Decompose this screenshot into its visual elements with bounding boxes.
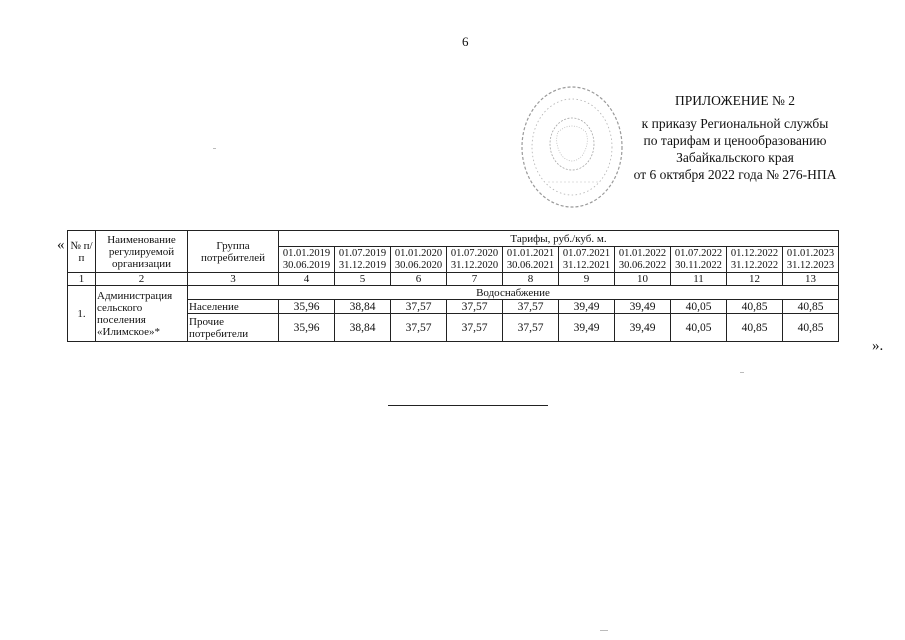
separator-line [388,405,548,406]
opening-quote: « [57,237,65,253]
tariff-value: 39,49 [559,300,615,314]
header-number: № п/п [68,231,96,273]
tariff-value: 35,96 [279,300,335,314]
appendix-line: от 6 октября 2022 года № 276-НПА [633,167,837,182]
period-header: 01.07.2021 31.12.2021 [559,247,615,273]
column-number: 7 [447,273,503,286]
column-number: 5 [335,273,391,286]
period-header: 01.01.2021 30.06.2021 [503,247,559,273]
column-number: 11 [671,273,727,286]
tariff-value: 40,05 [671,300,727,314]
tariff-value: 40,85 [783,314,839,342]
closing-quote: ». [872,338,884,354]
header-organization: Наименование регулируемой организации [96,231,188,273]
scan-speck [740,372,744,373]
column-number: 2 [96,273,188,286]
period-header: 01.07.2022 30.11.2022 [671,247,727,273]
period-header: 01.01.2022 30.06.2022 [615,247,671,273]
column-number: 8 [503,273,559,286]
header-consumer-group: Группа потребителей [188,231,279,273]
period-header: 01.01.2020 30.06.2020 [391,247,447,273]
appendix-line: к приказу Региональной службы [641,116,829,131]
tariff-value: 40,05 [671,314,727,342]
period-header: 01.07.2019 31.12.2019 [335,247,391,273]
tariff-value: 37,57 [391,300,447,314]
column-number: 13 [783,273,839,286]
tariff-value: 40,85 [783,300,839,314]
consumer-group: Прочие потребители [188,314,279,342]
appendix-header [600,92,870,183]
tariff-value: 35,96 [279,314,335,342]
tariff-value: 37,57 [503,300,559,314]
tariff-value: 40,85 [727,314,783,342]
column-number: 10 [615,273,671,286]
tariff-value: 40,85 [727,300,783,314]
organization-name: Администрация сельского поселения «Илимское»* [96,286,188,342]
page-number: 6 [462,34,469,49]
header-tariffs: Тарифы, руб./куб. м. [279,231,839,247]
appendix-title: ПРИЛОЖЕНИЕ № 2 [674,93,796,108]
column-number: 1 [68,273,96,286]
section-water-supply: Водоснабжение [188,286,839,300]
column-number: 6 [391,273,447,286]
tariff-value: 37,57 [447,300,503,314]
tariff-value: 39,49 [615,300,671,314]
consumer-group: Население [188,300,279,314]
row-number: 1. [68,286,96,342]
appendix-line: по тарифам и ценообразованию [643,133,827,148]
scan-speck [213,148,216,149]
period-header: 01.01.2019 30.06.2019 [279,247,335,273]
appendix-line: Забайкальского края [676,150,794,165]
period-header: 01.12.2022 31.12.2022 [727,247,783,273]
tariff-value: 37,57 [503,314,559,342]
tariff-value: 39,49 [615,314,671,342]
tariff-value: 38,84 [335,314,391,342]
column-number: 12 [727,273,783,286]
tariff-value: 37,57 [391,314,447,342]
tariff-value: 37,57 [447,314,503,342]
column-number: 4 [279,273,335,286]
tariff-value: 38,84 [335,300,391,314]
period-header: 01.07.2020 31.12.2020 [447,247,503,273]
tariff-value: 39,49 [559,314,615,342]
period-header: 01.01.2023 31.12.2023 [783,247,839,273]
column-number: 3 [188,273,279,286]
scan-speck [600,630,608,631]
tariff-table [67,230,839,342]
column-number: 9 [559,273,615,286]
